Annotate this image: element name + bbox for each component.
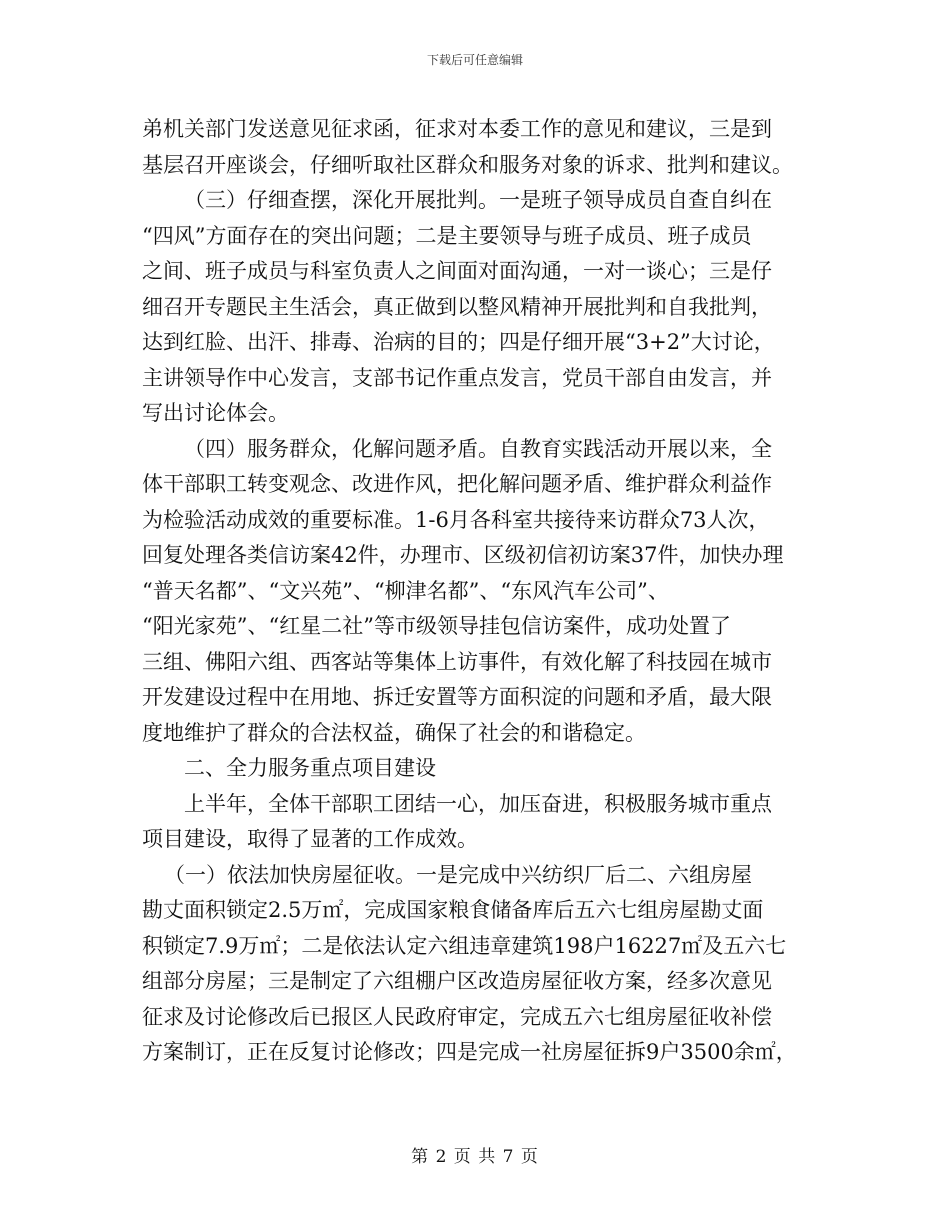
- text-line: 基层召开座谈会，仔细听取社区群众和服务对象的诉求、批判和建议。: [142, 152, 793, 177]
- text-line: 征求及讨论修改后已报区人民政府审定，完成五六七组房屋征收补偿: [142, 1004, 772, 1029]
- text-line: 勘丈面积锁定2.5万㎡，完成国家粮食储备库后五六七组房屋勘丈面: [142, 898, 764, 922]
- paragraph-start-line: （一）依法加快房屋征收。一是完成中兴纺织厂后二、六组房屋: [164, 862, 752, 887]
- text-line: 体干部职工转变观念、改进作风，把化解问题矛盾、维护群众利益作: [142, 472, 772, 496]
- text-line: 方案制订，正在反复讨论修改；四是完成一社房屋征拆9户3500余㎡，: [142, 1040, 797, 1064]
- text-line: 写出讨论体会。: [142, 401, 289, 425]
- document-body: [142, 112, 822, 1071]
- section-heading: 二、全力服务重点项目建设: [184, 756, 436, 780]
- text-line: “四风”方面存在的突出问题；二是主要领导与班子成员、班子成员: [142, 223, 752, 248]
- text-line: 回复处理各类信访案42件，办理市、区级初信初访案37件，加快办理: [142, 543, 784, 567]
- text-line: 组部分房屋；三是制定了六组棚户区改造房屋征收方案，经多次意见: [142, 969, 772, 993]
- page-header-note: 下载后可任意编辑: [426, 53, 523, 67]
- text-line: 达到红脸、出汗、排毒、治病的目的；四是仔细开展“3+2”大讨论，: [142, 330, 775, 354]
- text-line: 为检验活动成效的重要标准。1-6月各科室共接待来访群众73人次，: [142, 507, 770, 532]
- text-line: 开发建设过程中在用地、拆迁安置等方面积淀的问题和矛盾，最大限: [142, 685, 772, 709]
- paragraph-start-line: 上半年，全体干部职工团结一心，加压奋进，积极服务城市重点: [184, 791, 772, 816]
- text-line: 细召开专题民主生活会，真正做到以整风精神开展批判和自我批判，: [142, 294, 772, 319]
- text-line: 主讲领导作中心发言，支部书记作重点发言，党员干部自由发言，并: [142, 365, 772, 390]
- paragraph-start-line: （四）服务群众，化解问题矛盾。自教育实践活动开展以来，全: [184, 436, 772, 461]
- paragraph-start-line: （三）仔细查摆，深化开展批判。一是班子领导成员自查自纠在: [184, 188, 772, 212]
- text-line: 弟机关部门发送意见征求函，征求对本委工作的意见和建议，三是到: [142, 117, 772, 141]
- text-line: “普天名都”、“文兴苑”、“柳津名都”、“东风汽车公司”、: [142, 578, 669, 603]
- page-number-footer: 第 2 页 共 7 页: [411, 1147, 539, 1167]
- text-line: 度地维护了群众的合法权益，确保了社会的和谐稳定。: [142, 720, 646, 745]
- text-line: 项目建设，取得了显著的工作成效。: [142, 827, 478, 851]
- text-line: “阳光家苑”、“红星二社”等市级领导挂包信访案件，成功处置了: [142, 614, 731, 638]
- text-line: 积锁定7.9万㎡；二是依法认定六组违章建筑198户16227㎡及五六七: [142, 933, 787, 958]
- text-line: 三组、佛阳六组、西客站等集体上访事件，有效化解了科技园在城市: [142, 649, 772, 674]
- text-line: 之间、班子成员与科室负责人之间面对面沟通，一对一谈心；三是仔: [142, 259, 772, 283]
